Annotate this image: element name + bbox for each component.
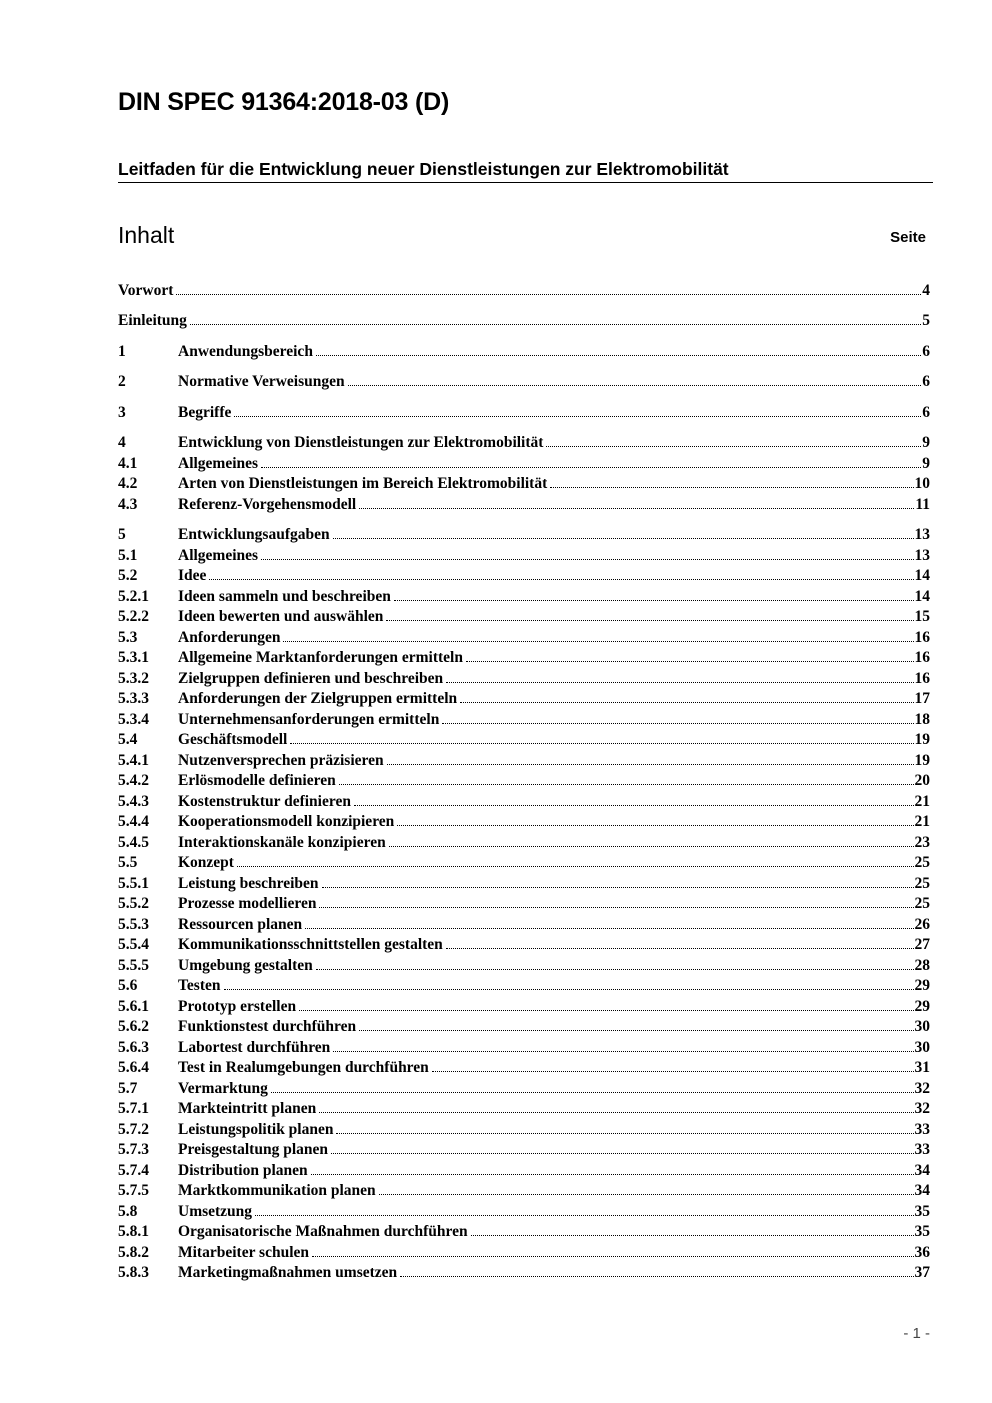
toc-entry-number: 5.3.4 bbox=[118, 711, 149, 728]
toc-dot-leader bbox=[359, 494, 914, 509]
toc-dot-leader bbox=[319, 1098, 913, 1113]
toc-entry[interactable] bbox=[118, 1139, 930, 1159]
toc-dot-leader bbox=[333, 524, 914, 539]
toc-dot-leader bbox=[446, 934, 914, 949]
toc-entry-number: 5.6.2 bbox=[118, 1018, 149, 1035]
toc-entry[interactable] bbox=[118, 371, 930, 391]
toc-entry-title: Mitarbeiter schulen bbox=[178, 1244, 310, 1261]
toc-dot-leader bbox=[354, 791, 914, 806]
toc-entry-page: 6 bbox=[922, 373, 930, 390]
toc-entry-page: 31 bbox=[914, 1059, 930, 1076]
toc-dot-leader bbox=[471, 1221, 914, 1236]
toc-entry[interactable] bbox=[118, 1262, 930, 1282]
toc-entry-title: Vorwort bbox=[118, 282, 174, 299]
toc-dot-leader bbox=[224, 975, 914, 990]
toc-entry-title: Organisatorische Maßnahmen durchführen bbox=[178, 1223, 468, 1240]
toc-entry-number: 5.6.1 bbox=[118, 998, 149, 1015]
toc-entry[interactable] bbox=[118, 996, 930, 1016]
toc-dot-leader bbox=[176, 280, 921, 295]
toc-entry-page: 14 bbox=[914, 567, 930, 584]
toc-dot-leader bbox=[271, 1078, 914, 1093]
toc-entry-page: 20 bbox=[914, 772, 930, 789]
toc-dot-leader bbox=[290, 729, 913, 744]
toc-entry-title: Marketingmaßnahmen umsetzen bbox=[178, 1264, 398, 1281]
toc-entry-number: 5 bbox=[118, 526, 126, 543]
toc-entry[interactable] bbox=[118, 341, 930, 361]
toc-entry-page: 36 bbox=[914, 1244, 930, 1261]
toc-entry-title: Umgebung gestalten bbox=[178, 957, 313, 974]
toc-dot-leader bbox=[311, 1160, 914, 1175]
toc-heading: Inhalt bbox=[118, 222, 175, 248]
toc-entry-title: Marktkommunikation planen bbox=[178, 1182, 376, 1199]
toc-entry-number: 5.5.2 bbox=[118, 895, 149, 912]
toc-entry-title: Unternehmensanforderungen ermitteln bbox=[178, 711, 440, 728]
toc-entry-page: 35 bbox=[914, 1223, 930, 1240]
toc-dot-leader bbox=[261, 453, 921, 468]
toc-entry[interactable] bbox=[118, 473, 930, 493]
toc-entry-number: 5.7.2 bbox=[118, 1121, 149, 1138]
toc-entry[interactable] bbox=[118, 1201, 930, 1221]
toc-entry-page: 25 bbox=[914, 854, 930, 871]
toc-dot-leader bbox=[460, 688, 913, 703]
toc-entry-title: Preisgestaltung planen bbox=[178, 1141, 328, 1158]
toc-entry-number: 5.4.5 bbox=[118, 834, 149, 851]
toc-dot-leader bbox=[550, 473, 913, 488]
toc-entry-number: 2 bbox=[118, 373, 126, 390]
toc-dot-leader bbox=[546, 432, 921, 447]
toc-entry-title: Anforderungen bbox=[178, 629, 281, 646]
toc-dot-leader bbox=[299, 996, 913, 1011]
toc-entry-number: 5.7.1 bbox=[118, 1100, 149, 1117]
toc-entry[interactable] bbox=[118, 1242, 930, 1262]
toc-entry[interactable] bbox=[118, 688, 930, 708]
toc-entry-title: Ideen sammeln und beschreiben bbox=[178, 588, 391, 605]
toc-entry-number: 5.2.2 bbox=[118, 608, 149, 625]
toc-dot-leader bbox=[331, 1139, 914, 1154]
toc-entry-title: Kooperationsmodell konzipieren bbox=[178, 813, 395, 830]
toc-entry-number: 4.3 bbox=[118, 496, 138, 513]
toc-dot-leader bbox=[446, 668, 913, 683]
toc-entry-title: Allgemeines bbox=[178, 547, 259, 564]
toc-entry-page: 29 bbox=[914, 977, 930, 994]
toc-entry-title: Interaktionskanäle konzipieren bbox=[178, 834, 386, 851]
toc-entry-title: Allgemeine Marktanforderungen ermitteln bbox=[178, 649, 463, 666]
toc-entry[interactable] bbox=[118, 1016, 930, 1036]
toc-entry-title: Vermarktung bbox=[178, 1080, 268, 1097]
toc-entry-title: Kommunikationsschnittstellen gestalten bbox=[178, 936, 443, 953]
toc-entry-title: Ideen bewerten und auswählen bbox=[178, 608, 384, 625]
toc-entry-number: 5.3.3 bbox=[118, 690, 149, 707]
toc-entry-number: 5.4.4 bbox=[118, 813, 149, 830]
toc-entry[interactable] bbox=[118, 729, 930, 749]
toc-entry[interactable] bbox=[118, 1037, 930, 1057]
toc-entry-title: Begriffe bbox=[178, 404, 232, 421]
toc-entry-title: Nutzenversprechen präzisieren bbox=[178, 752, 384, 769]
toc-entry-page: 16 bbox=[914, 649, 930, 666]
toc-entry-page: 21 bbox=[914, 813, 930, 830]
toc-entry[interactable] bbox=[118, 750, 930, 770]
toc-entry-title: Prozesse modellieren bbox=[178, 895, 317, 912]
toc-entry-page: 23 bbox=[914, 834, 930, 851]
toc-entry-number: 5.7.5 bbox=[118, 1182, 149, 1199]
toc-dot-leader bbox=[319, 893, 913, 908]
toc-entry-number: 5.8.2 bbox=[118, 1244, 149, 1261]
toc-entry-number: 5.4.1 bbox=[118, 752, 149, 769]
toc-entry[interactable] bbox=[118, 494, 930, 514]
toc-entry[interactable] bbox=[118, 1180, 930, 1200]
toc-entry-title: Geschäftsmodell bbox=[178, 731, 288, 748]
toc-entry-page: 15 bbox=[914, 608, 930, 625]
toc-dot-leader bbox=[442, 709, 913, 724]
toc-entry-number: 5.4.2 bbox=[118, 772, 149, 789]
toc-dot-leader bbox=[397, 811, 913, 826]
toc-entry[interactable] bbox=[118, 975, 930, 995]
toc-entry-title: Ressourcen planen bbox=[178, 916, 303, 933]
toc-dot-leader bbox=[322, 873, 914, 888]
toc-entry-number: 5.5 bbox=[118, 854, 138, 871]
toc-dot-leader bbox=[359, 1016, 913, 1031]
toc-entry-page: 34 bbox=[914, 1182, 930, 1199]
toc-dot-leader bbox=[316, 341, 921, 356]
toc-entry-page: 32 bbox=[914, 1100, 930, 1117]
toc-entry[interactable] bbox=[118, 934, 930, 954]
toc-entry[interactable] bbox=[118, 914, 930, 934]
toc-entry-number: 5.3.1 bbox=[118, 649, 149, 666]
toc-entry-page: 9 bbox=[922, 434, 930, 451]
toc-entry-title: Einleitung bbox=[118, 312, 187, 329]
toc-entry-title: Entwicklung von Dienstleistungen zur Elektromobilität bbox=[178, 434, 544, 451]
toc-entry-title: Funktionstest durchführen bbox=[178, 1018, 357, 1035]
toc-dot-leader bbox=[336, 1119, 913, 1134]
document-subtitle: Leitfaden für die Entwicklung neuer Dienstleistungen zur Elektromobilität bbox=[118, 159, 933, 183]
toc-entry-number: 5.6.4 bbox=[118, 1059, 149, 1076]
toc-dot-leader bbox=[283, 627, 913, 642]
toc-dot-leader bbox=[389, 832, 914, 847]
toc-dot-leader bbox=[348, 371, 922, 386]
toc-entry-number: 5.8 bbox=[118, 1203, 138, 1220]
toc-entry-number: 5.7 bbox=[118, 1080, 138, 1097]
toc-entry-page: 13 bbox=[914, 526, 930, 543]
toc-entry[interactable] bbox=[118, 791, 930, 811]
toc-entry-page: 6 bbox=[922, 343, 930, 360]
toc-entry-number: 5.4.3 bbox=[118, 793, 149, 810]
toc-entry-number: 5.5.4 bbox=[118, 936, 149, 953]
toc-entry-page: 16 bbox=[914, 629, 930, 646]
toc-entry[interactable] bbox=[118, 647, 930, 667]
toc-entry-number: 5.8.1 bbox=[118, 1223, 149, 1240]
toc-entry-page: 28 bbox=[914, 957, 930, 974]
toc-page-label: Seite bbox=[890, 229, 926, 246]
toc-entry-title: Konzept bbox=[178, 854, 234, 871]
toc-entry-title: Normative Verweisungen bbox=[178, 373, 345, 390]
toc-entry-title: Test in Realumgebungen durchführen bbox=[178, 1059, 429, 1076]
toc-entry-title: Markteintritt planen bbox=[178, 1100, 317, 1117]
toc-entry-title: Zielgruppen definieren und beschreiben bbox=[178, 670, 444, 687]
toc-entry-number: 5.5.5 bbox=[118, 957, 149, 974]
toc-entry-title: Leistungspolitik planen bbox=[178, 1121, 334, 1138]
toc-entry-number: 5.2.1 bbox=[118, 588, 149, 605]
toc-entry-title: Entwicklungsaufgaben bbox=[178, 526, 330, 543]
toc-entry-page: 14 bbox=[914, 588, 930, 605]
toc-entry-title: Leistung beschreiben bbox=[178, 875, 319, 892]
toc-entry-number: 4.1 bbox=[118, 455, 138, 472]
toc-entry-page: 19 bbox=[914, 731, 930, 748]
toc-entry-page: 32 bbox=[914, 1080, 930, 1097]
toc-entry-title: Testen bbox=[178, 977, 221, 994]
toc-entry-page: 5 bbox=[922, 312, 930, 329]
toc-entry-title: Idee bbox=[178, 567, 207, 584]
toc-entry-number: 4 bbox=[118, 434, 126, 451]
toc-entry[interactable] bbox=[118, 770, 930, 790]
toc-dot-leader bbox=[255, 1201, 913, 1216]
toc-entry-title: Distribution planen bbox=[178, 1162, 308, 1179]
toc-dot-leader bbox=[234, 402, 921, 417]
toc-entry[interactable] bbox=[118, 524, 930, 544]
toc-dot-leader bbox=[237, 852, 914, 867]
toc-entry-page: 25 bbox=[914, 895, 930, 912]
toc-entry-title: Prototyp erstellen bbox=[178, 998, 297, 1015]
toc-entry-title: Anforderungen der Zielgruppen ermitteln bbox=[178, 690, 458, 707]
toc-entry-page: 34 bbox=[914, 1162, 930, 1179]
toc-entry-number: 5.3 bbox=[118, 629, 138, 646]
toc-dot-leader bbox=[305, 914, 913, 929]
toc-entry-title: Allgemeines bbox=[178, 455, 259, 472]
toc-entry-page: 37 bbox=[914, 1264, 930, 1281]
toc-dot-leader bbox=[190, 310, 921, 325]
toc-entry-number: 5.8.3 bbox=[118, 1264, 149, 1281]
toc-entry-number: 5.2 bbox=[118, 567, 138, 584]
toc-entry-page: 18 bbox=[914, 711, 930, 728]
toc-entry[interactable] bbox=[118, 893, 930, 913]
toc-entry-page: 6 bbox=[922, 404, 930, 421]
toc-entry-number: 5.7.3 bbox=[118, 1141, 149, 1158]
toc-dot-leader bbox=[466, 647, 914, 662]
toc-dot-leader bbox=[379, 1180, 914, 1195]
toc-entry[interactable] bbox=[118, 606, 930, 626]
toc-entry-page: 30 bbox=[914, 1039, 930, 1056]
toc-entry-page: 4 bbox=[922, 282, 930, 299]
toc-entry-page: 33 bbox=[914, 1141, 930, 1158]
toc-entry-page: 25 bbox=[914, 875, 930, 892]
toc-entry-page: 26 bbox=[914, 916, 930, 933]
toc-dot-leader bbox=[333, 1037, 913, 1052]
toc-dot-leader bbox=[312, 1242, 913, 1257]
toc-entry-number: 4.2 bbox=[118, 475, 138, 492]
toc-dot-leader bbox=[400, 1262, 913, 1277]
toc-entry-page: 19 bbox=[914, 752, 930, 769]
toc-entry[interactable] bbox=[118, 1119, 930, 1139]
toc-entry[interactable] bbox=[118, 1078, 930, 1098]
toc-entry[interactable] bbox=[118, 310, 930, 330]
toc-entry-number: 5.6.3 bbox=[118, 1039, 149, 1056]
toc-dot-leader bbox=[261, 545, 913, 560]
toc-entry-page: 35 bbox=[914, 1203, 930, 1220]
toc-entry-page: 29 bbox=[914, 998, 930, 1015]
toc-entry-title: Arten von Dienstleistungen im Bereich Elektromobilität bbox=[178, 475, 548, 492]
toc-entry[interactable] bbox=[118, 627, 930, 647]
toc-entry-title: Umsetzung bbox=[178, 1203, 253, 1220]
toc-entry[interactable] bbox=[118, 432, 930, 452]
toc-entry[interactable] bbox=[118, 668, 930, 688]
toc-dot-leader bbox=[432, 1057, 914, 1072]
page-number: - 1 - bbox=[903, 1325, 930, 1342]
toc-entry-page: 17 bbox=[914, 690, 930, 707]
toc-entry-page: 21 bbox=[914, 793, 930, 810]
toc-entry-number: 5.3.2 bbox=[118, 670, 149, 687]
toc-entry-page: 13 bbox=[914, 547, 930, 564]
toc-dot-leader bbox=[387, 750, 914, 765]
document-id: DIN SPEC 91364:2018-03 (D) bbox=[118, 88, 450, 116]
toc-entry-page: 16 bbox=[914, 670, 930, 687]
toc-entry[interactable] bbox=[118, 1057, 930, 1077]
toc-entry[interactable] bbox=[118, 545, 930, 565]
toc-entry-title: Labortest durchführen bbox=[178, 1039, 331, 1056]
toc-entry-title: Anwendungsbereich bbox=[178, 343, 313, 360]
toc-entry[interactable] bbox=[118, 1098, 930, 1118]
toc-entry[interactable] bbox=[118, 1221, 930, 1241]
toc-entry-title: Kostenstruktur definieren bbox=[178, 793, 351, 810]
toc-entry-number: 5.5.3 bbox=[118, 916, 149, 933]
toc-entry-number: 5.5.1 bbox=[118, 875, 149, 892]
toc-entry-number: 1 bbox=[118, 343, 126, 360]
toc-entry-number: 3 bbox=[118, 404, 126, 421]
toc-entry-title: Referenz-Vorgehensmodell bbox=[178, 496, 357, 513]
toc-entry-number: 5.4 bbox=[118, 731, 138, 748]
toc-entry-number: 5.7.4 bbox=[118, 1162, 149, 1179]
toc-entry-number: 5.1 bbox=[118, 547, 138, 564]
toc-entry[interactable] bbox=[118, 811, 930, 831]
toc-entry-page: 10 bbox=[914, 475, 930, 492]
toc-entry[interactable] bbox=[118, 955, 930, 975]
toc-entry-number: 5.6 bbox=[118, 977, 138, 994]
toc-entry[interactable] bbox=[118, 402, 930, 422]
toc-entry-page: 30 bbox=[914, 1018, 930, 1035]
toc-dot-leader bbox=[316, 955, 914, 970]
toc-entry-page: 9 bbox=[922, 455, 930, 472]
toc-dot-leader bbox=[339, 770, 914, 785]
toc-entry-page: 27 bbox=[914, 936, 930, 953]
toc-entry-page: 33 bbox=[914, 1121, 930, 1138]
toc-entry[interactable] bbox=[118, 1160, 930, 1180]
toc-entry-title: Erlösmodelle definieren bbox=[178, 772, 336, 789]
toc-entry[interactable] bbox=[118, 709, 930, 729]
toc-dot-leader bbox=[209, 565, 913, 580]
toc-dot-leader bbox=[386, 606, 913, 621]
toc-entry[interactable] bbox=[118, 586, 930, 606]
toc-dot-leader bbox=[394, 586, 914, 601]
toc-entry-page: 11 bbox=[915, 496, 930, 513]
toc-entry[interactable] bbox=[118, 565, 930, 585]
toc-entry[interactable] bbox=[118, 873, 930, 893]
toc-entry[interactable] bbox=[118, 453, 930, 473]
toc-entry[interactable] bbox=[118, 852, 930, 872]
toc-entry[interactable] bbox=[118, 832, 930, 852]
toc-entry[interactable] bbox=[118, 280, 930, 300]
